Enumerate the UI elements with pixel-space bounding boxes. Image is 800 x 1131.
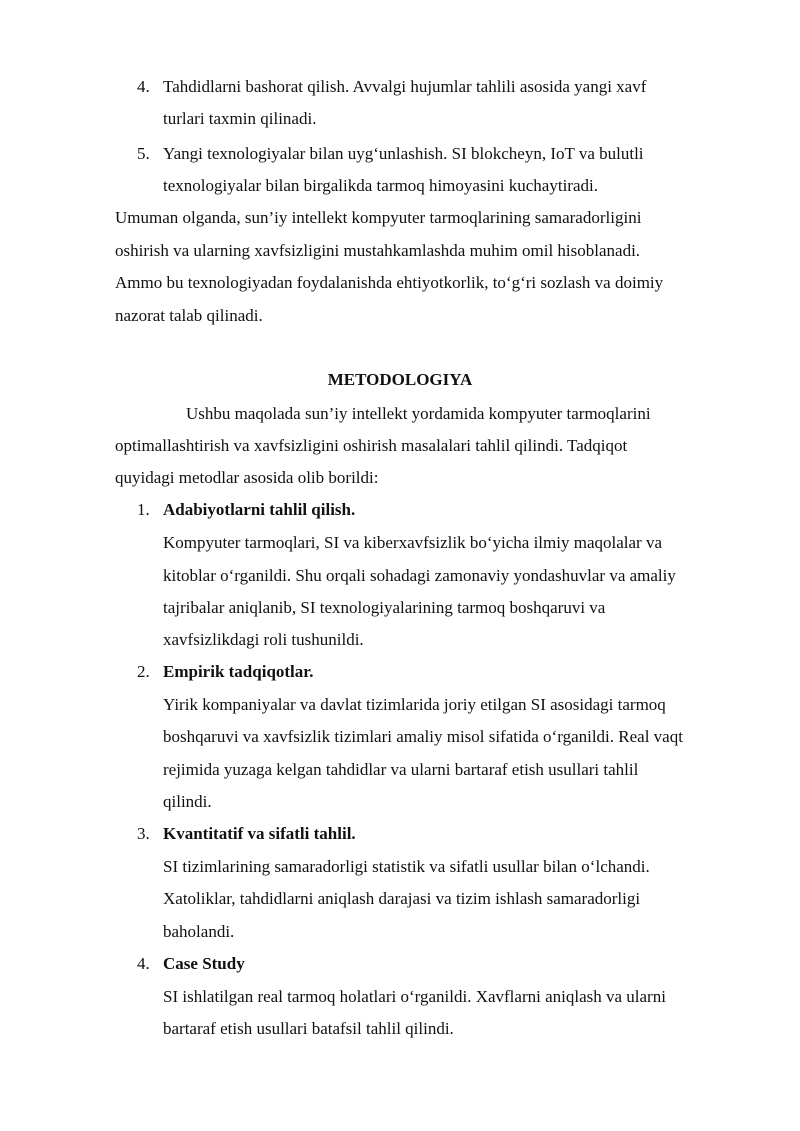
list-item-line: texnologiyalar bilan birgalikda tarmoq himoyasini kuchaytiradi.: [163, 176, 598, 195]
section-title: METODOLOGIYA: [327, 370, 473, 389]
method-heading: Adabiyotlarni tahlil qilish.: [163, 500, 356, 519]
method-line: qilindi.: [163, 792, 212, 811]
method-line: rejimida yuzaga kelgan tahdidlar va ularni bartaraf etish usullari tahlil: [163, 760, 639, 779]
list-number: 5.: [137, 144, 150, 163]
list-item-line: Yangi texnologiyalar bilan uyg‘unlashish. SI blokcheyn, IoT va bulutli: [163, 144, 644, 163]
method-heading: Empirik tadqiqotlar.: [163, 662, 314, 681]
method-line: Xatoliklar, tahdidlarni aniqlash darajasi va tizim ishlash samaradorligi: [163, 889, 641, 908]
paragraph-line: Ushbu maqolada sun’iy intellekt yordamida kompyuter tarmoqlarini: [186, 404, 651, 423]
method-heading: Kvantitatif va sifatli tahlil.: [163, 824, 356, 843]
list-item-line: turlari taxmin qilinadi.: [163, 109, 317, 128]
method-line: boshqaruvi va xavfsizlik tizimlari amaliy misol sifatida o‘rganildi. Real vaqt: [163, 727, 683, 746]
method-line: tajribalar aniqlanib, SI texnologiyalarining tarmoq boshqaruvi va: [163, 598, 606, 617]
method-line: SI tizimlarining samaradorligi statistik va sifatli usullar bilan o‘lchandi.: [163, 857, 650, 876]
method-number: 3.: [137, 824, 150, 843]
method-heading: Case Study: [163, 954, 245, 973]
method-line: bartaraf etish usullari batafsil tahlil qilindi.: [163, 1019, 454, 1038]
paragraph-line: optimallashtirish va xavfsizligini oshirish masalalari tahlil qilindi. Tadqiqot: [115, 436, 628, 455]
method-number: 1.: [137, 500, 150, 519]
paragraph-line: Umuman olganda, sun’iy intellekt kompyuter tarmoqlarining samaradorligini: [115, 208, 642, 227]
paragraph-line: oshirish va ularning xavfsizligini mustahkamlashda muhim omil hisoblanadi.: [115, 241, 641, 260]
method-line: Yirik kompaniyalar va davlat tizimlarida joriy etilgan SI asosidagi tarmoq: [163, 695, 666, 714]
method-line: xavfsizlikdagi roli tushunildi.: [163, 630, 364, 649]
method-line: SI ishlatilgan real tarmoq holatlari o‘rganildi. Xavflarni aniqlash va ularni: [163, 987, 666, 1006]
method-line: kitoblar o‘rganildi. Shu orqali sohadagi zamonaviy yondashuvlar va amaliy: [163, 566, 676, 585]
paragraph-line: nazorat talab qilinadi.: [115, 306, 263, 325]
list-item-line: Tahdidlarni bashorat qilish. Avvalgi hujumlar tahlili asosida yangi xavf: [163, 77, 647, 96]
paragraph-line: quyidagi metodlar asosida olib borildi:: [115, 468, 379, 487]
paragraph-line: Ammo bu texnologiyadan foydalanishda ehtiyotkorlik, to‘g‘ri sozlash va doimiy: [115, 273, 664, 292]
list-number: 4.: [137, 77, 150, 96]
method-line: Kompyuter tarmoqlari, SI va kiberxavfsizlik bo‘yicha ilmiy maqolalar va: [163, 533, 662, 552]
method-number: 4.: [137, 954, 150, 973]
method-number: 2.: [137, 662, 150, 681]
method-line: baholandi.: [163, 922, 235, 941]
